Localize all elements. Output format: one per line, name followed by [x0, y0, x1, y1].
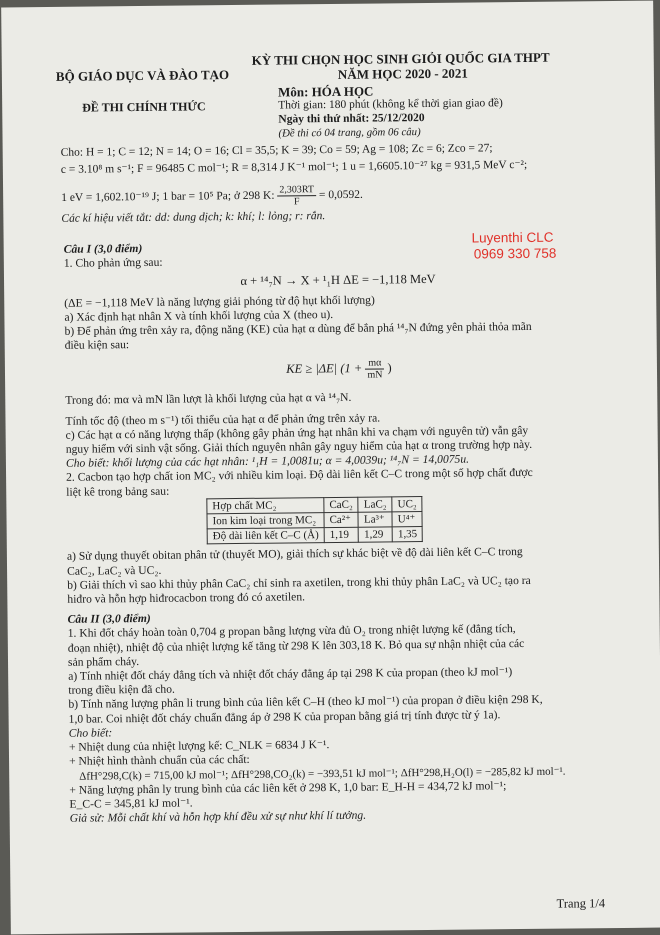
q1-part-c-2: nguy hiểm với sinh vật sống. Giải thích nguyên nhân gây nguy hiểm của hạt α trong trường hợp này. — [65, 437, 533, 456]
given-line-2: c = 3.10⁸ m s⁻¹; F = 96485 C mol⁻¹; R = 8,314 J K⁻¹ mol⁻¹; 1 u = 1,6605.10⁻²⁷ kg = 931,5 MeV c⁻²; — [60, 158, 528, 176]
q1-part-c-1: c) Các hạt α có năng lượng thấp (không gây phản ứng hạt nhân khi va chạm với nguyên tử) vẫn gây — [65, 423, 529, 442]
q1-condition: KE ≥ |ΔE| (1 + $\frac{m\alpha}{mN}$ ) — [286, 357, 392, 382]
q2-given-2: + Nhiệt hình thành chuẩn của các chất: — [68, 753, 250, 769]
q2-given-3: ΔfH°298,C(k) = 715,00 kJ mol⁻¹; ΔfH°298,CO₂(k) = −393,51 kJ mol⁻¹; ΔfH°298,H₂O(l) = −285,82 kJ mol⁻¹. — [79, 765, 566, 783]
q1-2b-2: hiđro và hỗn hợp hiđrocacbon trong đó có axetilen. — [67, 590, 306, 606]
pages-note: (Đề thi có 04 trang, gồm 06 câu) — [278, 126, 421, 140]
exam-title: KỲ THI CHỌN HỌC SINH GIỎI QUỐC GIA THPT — [251, 49, 550, 68]
exam-page — [1, 1, 660, 935]
q1-item2-1: 2. Cacbon tạo hợp chất ion MC₂ với nhiều kim loại. Độ dài liên kết C–C trong một số hợp chất được — [66, 466, 533, 485]
q2-given-4: + Năng lượng phân ly trung bình của các liên kết ở 298 K, 1,0 bar: E_H-H = 434,72 kJ mol⁻¹; — [69, 778, 507, 797]
q2-part-a-2: trong điều kiện đã cho. — [68, 682, 175, 698]
nernst-fraction: $\frac{2,303RT}{F}$ — [277, 184, 316, 207]
mass-ratio: $\frac{m\alpha}{mN}$ — [365, 358, 384, 381]
q2-line-1: 1. Khi đốt cháy hoàn toàn 0,704 g propan bằng lượng vừa đủ O₂ trong nhiệt lượng kế (đẳng tích, — [67, 622, 516, 641]
q1-part-b-2: điều kiện sau: — [64, 338, 130, 353]
exam-time: Thời gian: 180 phút (không kể thời gian giao đề) — [278, 97, 503, 112]
official-label: ĐỀ THI CHÍNH THỨC — [82, 99, 206, 115]
school-year: NĂM HỌC 2020 - 2021 — [337, 65, 468, 82]
q2-given-label: Cho biết: — [68, 726, 113, 740]
q2-line-3: sản phẩm cháy. — [67, 654, 140, 669]
watermark-name: Luyenthi CLC — [471, 229, 554, 246]
q1-energy-note: (ΔE = −1,118 MeV là năng lượng giải phóng từ độ hụt khối lượng) — [64, 293, 375, 310]
q2-part-b-1: b) Tính năng lượng phân li trung bình của liên kết C–H (theo kJ mol⁻¹) của propan ở điều kiện 298 K, — [68, 693, 543, 712]
mc2-table — [206, 496, 423, 545]
q1-title: Câu I (3,0 điểm) — [63, 241, 143, 256]
ministry-name: BỘ GIÁO DỤC VÀ ĐÀO TẠO — [55, 67, 230, 84]
q1-masses: Cho biết: khối lượng của các hạt nhân: ¹₁H = 1,0081u; α = 4,0039u; ¹⁴₇N = 14,0075u. — [65, 452, 470, 471]
q1-2a-2: CaC₂, LaC₂ và UC₂. — [67, 563, 162, 578]
table-row: Độ dài liên kết C–C (Å) 1,19 1,29 1,35 — [207, 527, 423, 544]
table-row: Ion kim loại trong MC₂ Ca²⁺ La³⁺ U⁴⁺ — [207, 512, 423, 529]
q1-calc: Tính tốc độ (theo m s⁻¹) tối thiểu của hạt α để phản ứng trên xảy ra. — [65, 411, 381, 428]
q2-assumption: Giả sử: Mỗi chất khí và hỗn hợp khí đều xử sự như khí lí tưởng. — [69, 808, 367, 825]
given-line-3: 1 eV = 1,602.10⁻¹⁹ J; 1 bar = 10⁵ Pa; ở 298 K: $\frac{2,303RT}{F}$ = 0,0592. — [61, 184, 363, 208]
q2-part-a-1: a) Tính nhiệt đốt cháy đẳng tích và nhiệt đốt cháy đẳng áp tại 298 K của propan (theo kJ mol⁻¹) — [68, 665, 513, 683]
q1-part-b-1: b) Để phản ứng trên xảy ra, động năng (KE) của hạt α dùng để bắn phá ¹⁴₇N đứng yên phải thỏa mãn — [64, 319, 532, 338]
q1-reaction: α + ¹⁴₇N → X + ¹₁H ΔE = −1,118 MeV — [240, 272, 436, 289]
table-row: Hợp chất MC₂ CaC₂ LaC₂ UC₂ — [207, 496, 423, 513]
q2-given-5: E_C-C = 345,81 kJ mol⁻¹. — [69, 796, 193, 811]
q1-item2-2: liệt kê trong bảng sau: — [66, 484, 170, 499]
subject: Môn: HÓA HỌC — [277, 83, 374, 100]
q1-part-a: a) Xác định hạt nhân X và tính khối lượng của X (theo u). — [64, 307, 334, 324]
q2-line-2: đoạn nhiệt), nhiệt độ của nhiệt lượng kế tăng từ 298 K lên 303,18 K. Bỏ qua sự nhận nhiệt của các — [67, 636, 525, 655]
given-line-1: Cho: H = 1; C = 12; N = 14; O = 16; Cl = 35,5; K = 39; Co = 59; Ag = 108; Zc = 6; Zco = 27; — [60, 142, 493, 159]
q1-2b-1: b) Giải thích vì sao khi thủy phân CaC₂ chỉ sinh ra axetilen, trong khi thủy phân LaC₂ và UC₂ tạo ra — [67, 573, 531, 592]
watermark-phone: 0969 330 758 — [473, 245, 557, 262]
page-number: Trang 1/4 — [556, 896, 606, 911]
q2-given-1: + Nhiệt dung của nhiệt lượng kế: C_NLK = 6834 J K⁻¹. — [68, 738, 330, 754]
question-1 — [64, 237, 618, 826]
q2-title: Câu II (3,0 điểm) — [67, 612, 151, 627]
abbreviations: Các kí hiệu viết tắt: dd: dung dịch; k: khí; l: lỏng; r: rắn. — [61, 210, 326, 225]
q1-2a-1: a) Sử dụng thuyết obitan phân tử (thuyết MO), giải thích sự khác biệt về độ dài liên kết C–C trong — [66, 545, 523, 564]
q1-intro: 1. Cho phản ứng sau: — [63, 255, 163, 270]
q1-where: Trong đó: mα và mN lần lượt là khối lượng của hạt α và ¹⁴₇N. — [65, 391, 352, 408]
exam-date: Ngày thi thứ nhất: 25/12/2020 — [278, 112, 425, 126]
q2-part-b-2: 1,0 bar. Coi nhiệt đốt cháy chuẩn đẳng áp ở 298 K của propan bằng giá trị tính được từ ý 1a). — [68, 707, 501, 726]
